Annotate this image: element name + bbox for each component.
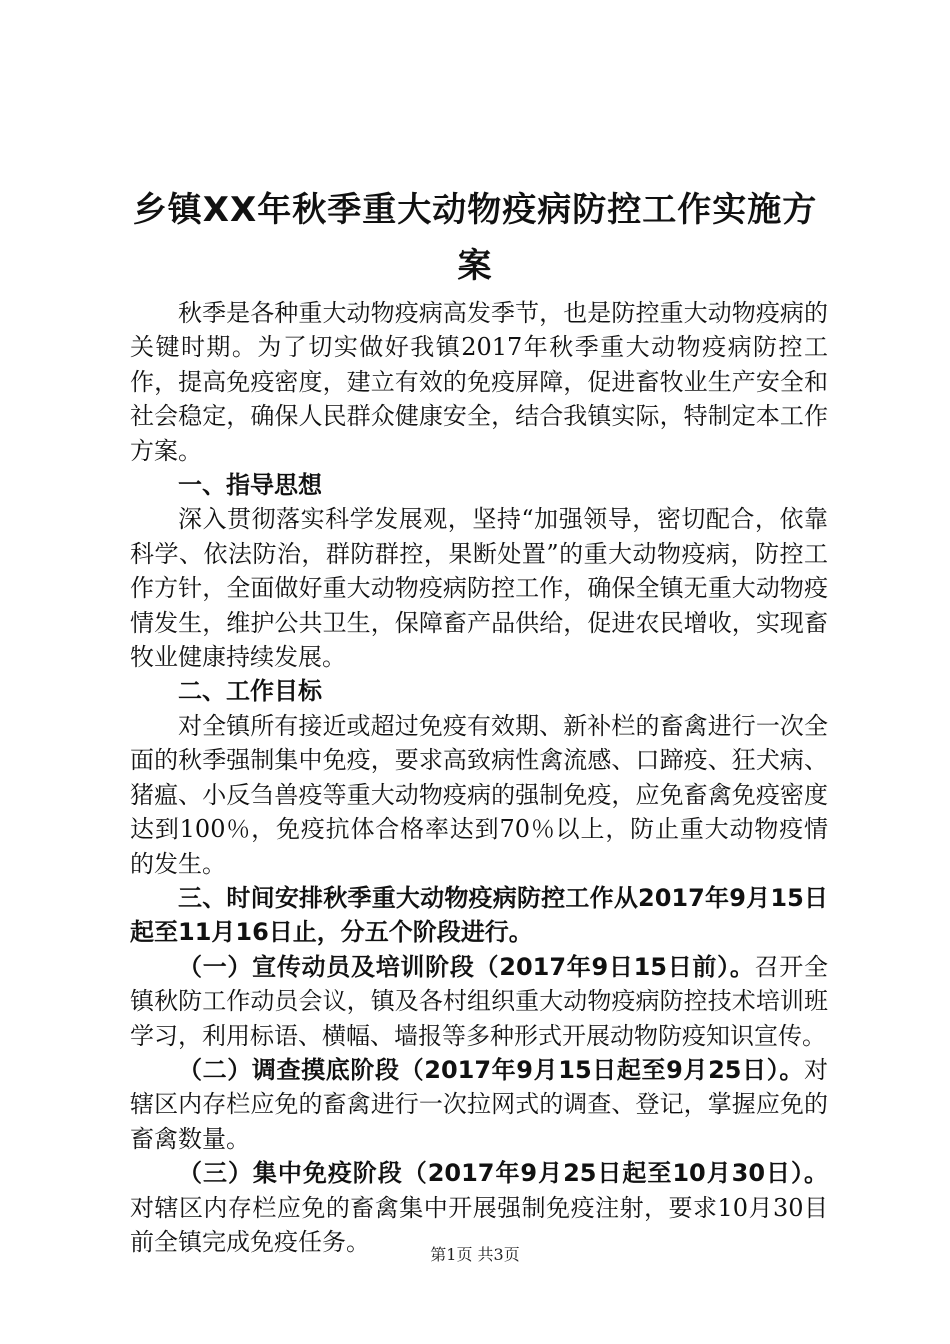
- section-1-paragraph: 深入贯彻落实科学发展观，坚持“加强领导，密切配合，依靠科学、依法防治，群防群控，果断处置”的重大动物疫病，防控工作方针，全面做好重大动物疫病防控工作，确保全镇无重大动物疫情发生，维护公共卫生，保障畜产品供给，促进农民增收，实现畜牧业健康持续发展。: [130, 505, 828, 672]
- stage-3-text: 对辖区内存栏应免的畜禽集中开展强制免疫注射，要求10月30目前全镇完成免疫任务。: [130, 1193, 828, 1256]
- section-3-heading: 三、时间安排秋季重大动物疫病防控工作从2017年9月15日起至11月16日止，分五个阶段进行。: [130, 883, 828, 947]
- stage-1-label: （一）宣传动员及培训阶段（2017年9日15日前）。: [178, 952, 755, 981]
- stage-2-label: （二）调查摸底阶段（2017年9月15日起至9月25日）。: [178, 1055, 804, 1084]
- section-1-heading: 一、指导思想: [178, 471, 322, 500]
- section-2-heading: 二、工作目标: [178, 677, 322, 706]
- stage-2-paragraph: [130, 1053, 828, 1156]
- stage-2-text: 对辖区内存栏应免的畜禽进行一次拉网式的调查、登记，掌握应免的畜禽数量。: [130, 1055, 828, 1153]
- section-2-paragraph: 对全镇所有接近或超过免疫有效期、新补栏的畜禽进行一次全面的秋季强制集中免疫，要求高致病性禽流感、口蹄疫、狂犬病、猪瘟、小反刍兽疫等重大动物疫病的强制免疫，应免畜禽免疫密度达到100％，免疫抗体合格率达到70％以上，防止重大动物疫情的发生。: [130, 711, 828, 878]
- page-footer: 第1页 共3页: [430, 1245, 520, 1264]
- document-body: [130, 296, 828, 1259]
- document-title: 乡镇XX年秋季重大动物疫病防控工作实施方案: [132, 190, 818, 286]
- stage-1-paragraph: [130, 950, 828, 1053]
- stage-3-label: （三）集中免疫阶段（2017年9月25日起至10月30日）。: [178, 1159, 828, 1188]
- stage-1-text: 召开全镇秋防工作动员会议，镇及各村组织重大动物疫病防控技术培训班学习，利用标语、横幅、墙报等多种形式开展动物防疫知识宣传。: [130, 952, 828, 1050]
- intro-paragraph: 秋季是各种重大动物疫病高发季节，也是防控重大动物疫病的关键时期。为了切实做好我镇2017年秋季重大动物疫病防控工作，提高免疫密度，建立有效的免疫屏障，促进畜牧业生产安全和社会稳定，确保人民群众健康安全，结合我镇实际，特制定本工作方案。: [130, 299, 828, 465]
